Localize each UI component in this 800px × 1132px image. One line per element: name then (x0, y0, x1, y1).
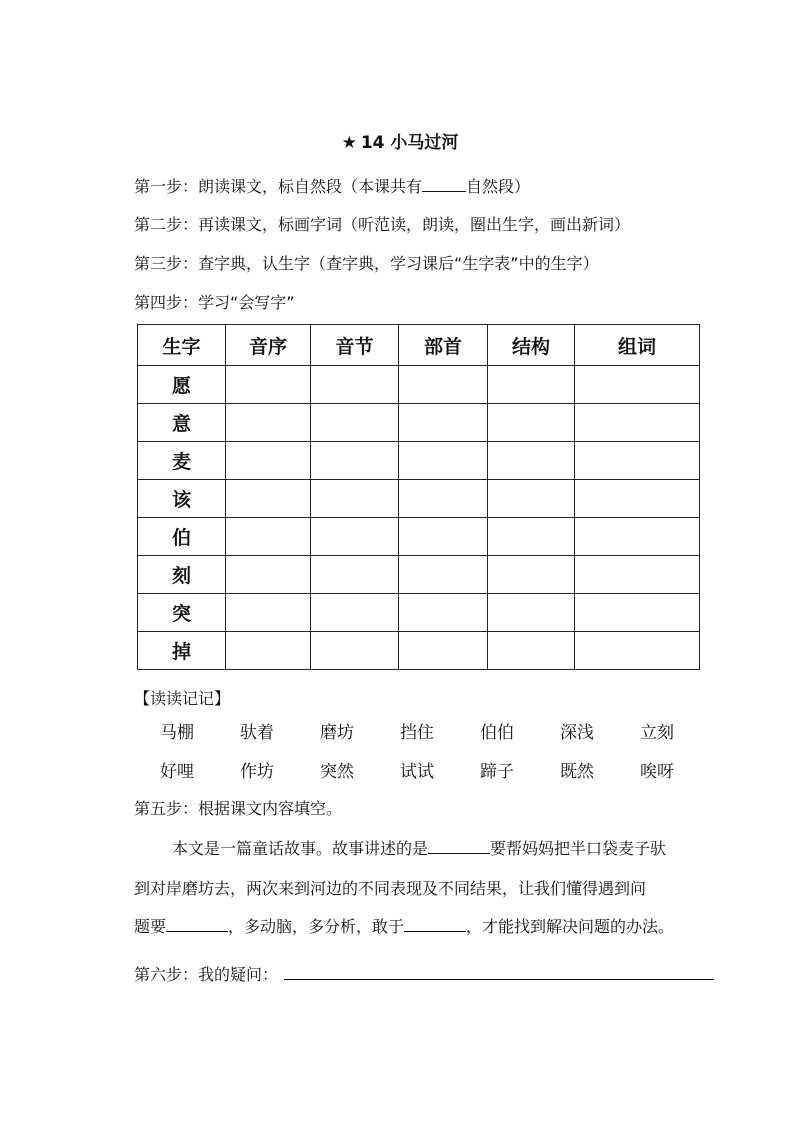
word-row-1 (160, 718, 720, 743)
answer-cell[interactable] (311, 632, 399, 670)
answer-cell[interactable] (226, 480, 311, 518)
word-item: 作坊 (240, 762, 274, 782)
answer-cell[interactable] (311, 594, 399, 632)
answer-cell[interactable] (488, 556, 575, 594)
char-cell: 伯 (138, 518, 226, 556)
char-cell: 麦 (138, 442, 226, 480)
fill-line-3 (134, 914, 744, 937)
answer-cell[interactable] (488, 366, 575, 404)
fill-text: 要帮妈妈把半口袋麦子驮 (490, 839, 667, 858)
answer-cell[interactable] (488, 518, 575, 556)
char-cell: 愿 (138, 366, 226, 404)
fill-text: 本文是一篇童话故事。故事讲述的是 (172, 839, 429, 858)
fill-text: ，才能找到解决问题的办法。 (466, 917, 675, 936)
table-row (138, 480, 700, 518)
step-1 (134, 174, 530, 197)
word-item: 挡住 (400, 723, 434, 743)
word-item: 驮着 (240, 723, 274, 743)
char-cell: 突 (138, 594, 226, 632)
word-item: 伯伯 (480, 723, 514, 743)
step-5-heading: 第五步：根据课文内容填空。 (134, 799, 343, 818)
star-icon: ★ (341, 133, 357, 153)
answer-cell[interactable] (575, 480, 700, 518)
table-row (138, 594, 700, 632)
answer-cell[interactable] (488, 594, 575, 632)
character-table (137, 324, 700, 670)
step-6-label: 第六步：我的疑问： (134, 965, 279, 984)
header-cell: 生字 (138, 325, 226, 366)
header-cell: 音序 (226, 325, 311, 366)
header-cell: 音节 (311, 325, 399, 366)
answer-cell[interactable] (226, 632, 311, 670)
step-6 (134, 962, 714, 985)
table-row (138, 556, 700, 594)
answer-cell[interactable] (311, 480, 399, 518)
word-item: 立刻 (640, 723, 674, 743)
answer-cell[interactable] (226, 366, 311, 404)
step-1-text-end: 自然段） (466, 177, 531, 196)
answer-cell[interactable] (575, 366, 700, 404)
header-cell: 部首 (399, 325, 488, 366)
header-cell: 结构 (488, 325, 575, 366)
answer-cell[interactable] (575, 594, 700, 632)
answer-cell[interactable] (399, 404, 488, 442)
step-3: 第三步：查字典，认生字（查字典，学习课后“生字表”中的生字） (134, 254, 599, 273)
answer-cell[interactable] (226, 594, 311, 632)
question-answer-line[interactable] (284, 965, 714, 980)
answer-cell[interactable] (399, 518, 488, 556)
answer-cell[interactable] (575, 442, 700, 480)
lesson-blank-1[interactable] (166, 917, 228, 932)
table-row (138, 632, 700, 670)
word-item: 试试 (400, 762, 434, 782)
char-cell: 意 (138, 404, 226, 442)
answer-cell[interactable] (226, 556, 311, 594)
memo-section-title: 【读读记记】 (134, 689, 231, 708)
answer-cell[interactable] (399, 366, 488, 404)
step-4: 第四步：学习“会写字” (134, 293, 295, 312)
answer-cell[interactable] (575, 518, 700, 556)
answer-cell[interactable] (575, 404, 700, 442)
answer-cell[interactable] (575, 632, 700, 670)
answer-cell[interactable] (311, 518, 399, 556)
fill-line-1 (172, 836, 782, 859)
answer-cell[interactable] (488, 442, 575, 480)
step-2: 第二步：再读课文，标画字词（听范读，朗读，圈出生字，画出新词） (134, 215, 631, 234)
character-blank[interactable] (428, 839, 490, 854)
page-title (0, 128, 800, 153)
answer-cell[interactable] (399, 480, 488, 518)
paragraph-count-blank[interactable] (422, 177, 466, 192)
word-item: 马棚 (160, 723, 194, 743)
table-row (138, 404, 700, 442)
table-row (138, 366, 700, 404)
answer-cell[interactable] (399, 632, 488, 670)
table-row (138, 518, 700, 556)
word-item: 突然 (320, 762, 354, 782)
answer-cell[interactable] (399, 442, 488, 480)
word-item: 既然 (560, 762, 594, 782)
answer-cell[interactable] (311, 366, 399, 404)
table-row (138, 442, 700, 480)
fill-text: ，多动脑，多分析，敢于 (228, 917, 405, 936)
header-cell: 组词 (575, 325, 700, 366)
word-row-2 (160, 757, 720, 782)
answer-cell[interactable] (311, 404, 399, 442)
answer-cell[interactable] (226, 404, 311, 442)
table-header-row (138, 325, 700, 366)
word-item: 蹄子 (480, 762, 514, 782)
answer-cell[interactable] (399, 556, 488, 594)
answer-cell[interactable] (488, 404, 575, 442)
answer-cell[interactable] (575, 556, 700, 594)
answer-cell[interactable] (226, 442, 311, 480)
word-item: 磨坊 (320, 723, 354, 743)
word-item: 深浅 (560, 723, 594, 743)
answer-cell[interactable] (488, 632, 575, 670)
answer-cell[interactable] (311, 442, 399, 480)
word-item: 好哩 (160, 762, 194, 782)
answer-cell[interactable] (226, 518, 311, 556)
answer-cell[interactable] (488, 480, 575, 518)
title-text: 14 小马过河 (360, 133, 459, 153)
fill-text: 题要 (134, 917, 167, 936)
char-cell: 该 (138, 480, 226, 518)
step-1-text: 第一步：朗读课文，标自然段（本课共有 (134, 177, 423, 196)
char-cell: 掉 (138, 632, 226, 670)
fill-line-2: 到对岸磨坊去，两次来到河边的不同表现及不同结果，让我们懂得遇到问 (134, 879, 647, 898)
answer-cell[interactable] (399, 594, 488, 632)
answer-cell[interactable] (311, 556, 399, 594)
lesson-blank-2[interactable] (404, 917, 466, 932)
char-cell: 刻 (138, 556, 226, 594)
word-item: 唉呀 (640, 762, 674, 782)
